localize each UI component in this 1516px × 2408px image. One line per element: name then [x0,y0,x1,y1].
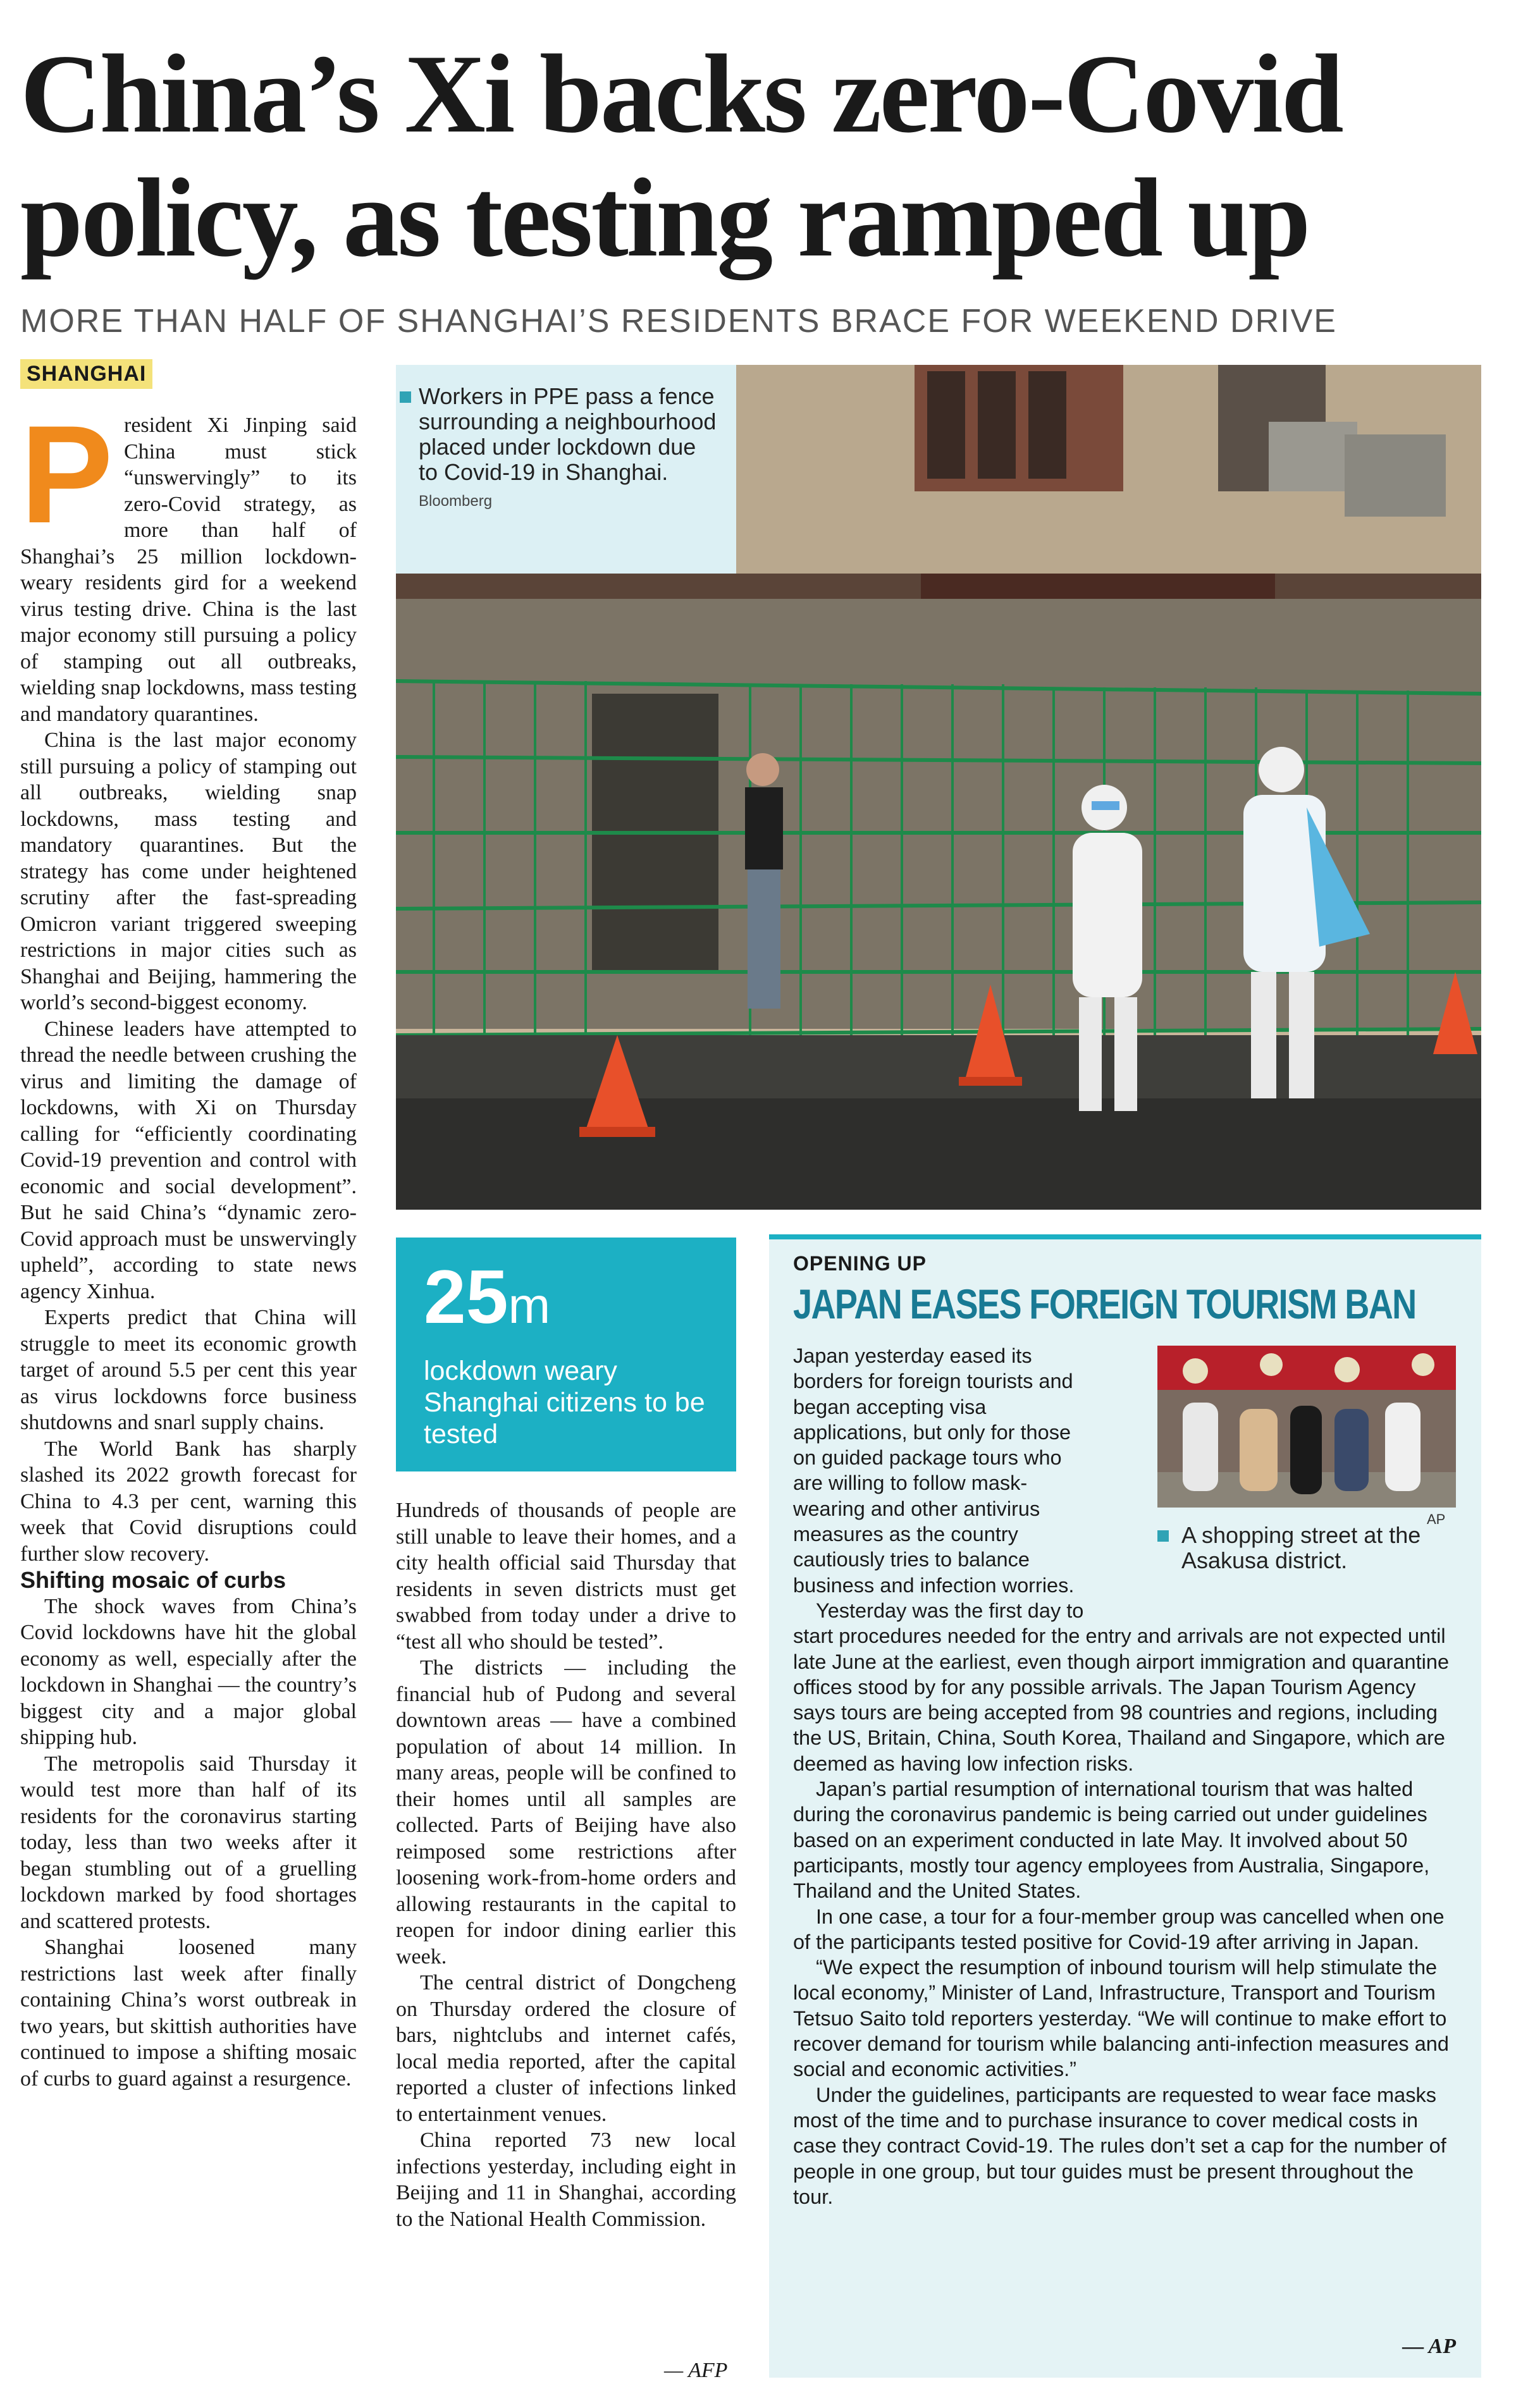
paragraph: “We expect the resumption of inbound tourism will help stimulate the local economy,” Minister of Land, Infrastructure, Transport and Tourism Tetsuo Saito told reporters yesterday. “We will continue to make effort to recover demand for tourism while balancing anti-infection measures and social and economic activities.” [793,1956,1449,2081]
paragraph: Chinese leaders have attempted to thread the needle between crushing the virus and limiting the damage of lockdowns, with Xi on Thursday calling for “efficiently coordinating Covid-19 prevention and control with economic and social development”. But he said China’s “dynamic zero-Covid approach must be unswervingly upheld”, according to state news agency Xinhua. [20,1017,357,1303]
paragraph: The shock waves from China’s Covid lockdowns have hit the global economy as well, especially after the lockdown in Shanghai — the country’s biggest city and a major global shipping hub. [20,1594,357,1749]
paragraph: In one case, a tour for a four-member group was cancelled when one of the participants tested positive for Covid-19 after arriving in Japan. [793,1905,1445,1953]
paragraph: Yesterday was the first day to start procedures needed for the entry and arrivals are not expected until late June at the earliest, even though airport immigration and quarantine offices stood by for any possible arrivals. The Japan Tourism Agency says tours are being accepted from 98 countries and regions, including the US, Britain, China, South Korea, Thailand and Singapore, which are deemed as having low infection risks. [793,1599,1450,1775]
stat-unit: m [508,1277,551,1334]
headline: China’s Xi backs zero-Covid policy, as testing ramped up [20,31,1342,280]
dropcap: P [20,396,113,552]
paragraph: Japan’s partial resumption of international tourism that was halted during the coronavirus pandemic is being carried out under guidelines based on an experiment conducted in late May. It involved about 50 participants, mostly tour agency employees from Australia, Singapore, Thailand and the United States. [793,1778,1430,1903]
story-credit: — AFP [664,2359,728,2382]
sidebar-photo-caption: A shopping street at the Asakusa district. [1157,1523,1455,1573]
paragraph: resident Xi Jinping said China must stick “unswervingly” to its zero-Covid strategy, as more than half of Shanghai’s 25 million lockdown-weary residents gird for a weekend virus testing drive. China is the last major economy still pursuing a policy of stamping out all outbreaks, wielding snap lockdowns, mass testing and mandatory quarantines. [20,414,357,726]
asakusa-photo [1157,1346,1456,1508]
paragraph: Experts predict that China will struggle to meet its economic growth target of around 5.5 per cent this year as virus lockdowns force business shutdowns and snarl supply chains. [20,1306,357,1434]
asakusa-photo-illustration [1157,1346,1456,1508]
paragraph: The World Bank has sharply slashed its 2022 growth forecast for China to 4.3 per cent, warning this week that Covid disruptions could further slow recovery. [20,1437,357,1566]
paragraph: Shanghai loosened many restrictions last week after finally containing China’s worst outbreak in two years, but skittish authorities have continued to impose a shifting mosaic of curbs to guard against a resurgence. [20,1936,357,2091]
paragraph: Hundreds of thousands of people are still unable to leave their homes, and a city health official said Thursday that residents in seven districts must get swabbed from today under a drive to “test all who should be tested”. [396,1499,736,1654]
subheadline: MORE THAN HALF OF SHANGHAI’S RESIDENTS BRACE FOR WEEKEND DRIVE [20,303,1337,340]
main-story-column-2 [396,1497,736,2232]
stat-number: 25m [424,1255,551,1339]
sidebar-kicker: OPENING UP [793,1252,927,1275]
paragraph: China reported 73 new local infections yesterday, including eight in Beijing and 11 in Shanghai, according to the National Health Commission. [396,2128,736,2231]
section-subhead: Shifting mosaic of curbs [20,1567,287,1593]
stat-label: lockdown weary Shanghai citizens to be tested [424,1356,705,1449]
japan-sidebar [769,1234,1481,2378]
paragraph: The districts — including the financial hub of Pudong and several downtown areas — have a combined population of about 14 million. In many areas, people will be confined to their homes until all samples are collected. Parts of Beijing have also reimposed some restrictions after loosening work-from-home orders and allowing restaurants in the capital to reopen for indoor dining earlier this week. [396,1656,736,1969]
sidebar-credit: — AP [1402,2335,1456,2358]
paragraph: The central district of Dongcheng on Thursday ordered the closure of bars, nightclubs and internet cafés, local media reported, after the capital reported a cluster of infections linked to entertainment venues. [396,1971,736,2126]
caption-square-icon [400,391,411,403]
sidebar-headline: JAPAN EASES FOREIGN TOURISM BAN [793,1281,1416,1327]
paragraph: Under the guidelines, participants are requested to wear face masks most of the time and to purchase insurance to cover medical costs in case they contract Covid-19. The rules don’t set a cap for the number of people in one group, but tour guides must be present throughout the tour. [793,2083,1446,2208]
paragraph: Japan yesterday eased its borders for foreign tourists and began accepting visa applications, but only for those on guided package tours who are willing to follow mask-wearing and other antivirus measures as the country cautiously tries to balance business and infection worries. [793,1344,1075,1597]
stat-box [396,1238,736,1471]
paragraph: China is the last major economy still pursuing a policy of stamping out all outbreaks, wielding snap lockdowns, mass testing and mandatory quarantines. But the strategy has come under heightened scrutiny after the fast-spreading Omicron variant triggered sweeping restrictions in major cities such as Shanghai and Beijing, hammering the world’s second-biggest economy. [20,728,357,1014]
main-story-column-1 [20,396,357,2092]
caption-square-icon [1157,1530,1169,1542]
photo-caption-text: Workers in PPE pass a fence surrounding a neighbourhood placed under lockdown due to Covid-19 in Shanghai. [419,383,717,485]
dateline-badge: SHANGHAI [20,359,152,389]
sidebar-photo-credit: AP [1427,1511,1446,1527]
photo-caption [396,365,736,574]
resident-figure [745,753,783,1009]
paragraph: The metropolis said Thursday it would test more than half of its residents for the coronavirus starting today, less than two weeks after it began stumbling out of a gruelling lockdown marked by food shortages and scattered protests. [20,1752,357,1933]
photo-credit: Bloomberg [419,493,493,510]
